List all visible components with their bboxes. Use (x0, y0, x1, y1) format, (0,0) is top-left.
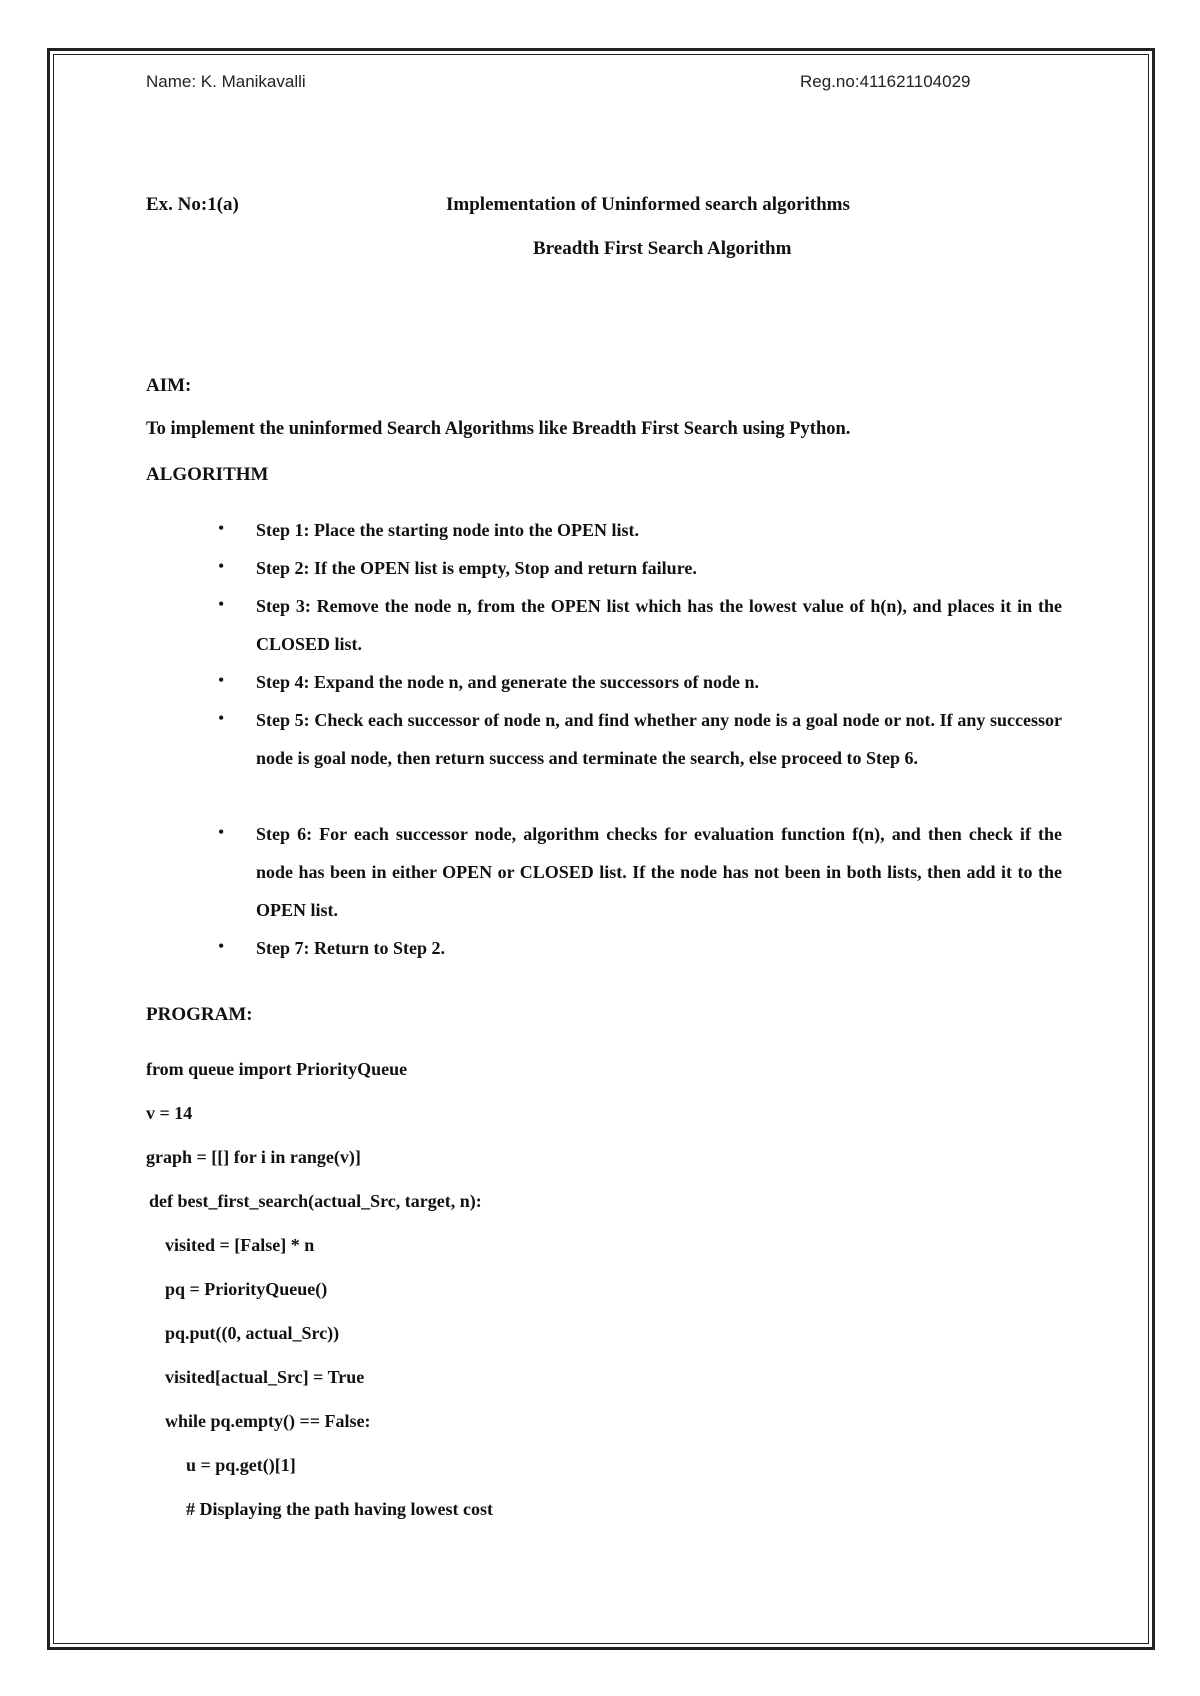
code-line: graph = [[] for i in range(v)] (146, 1147, 361, 1167)
algorithm-heading: ALGORITHM (146, 464, 269, 485)
code-line: visited = [False] * n (165, 1235, 315, 1255)
bullet-icon: • (218, 518, 225, 538)
algorithm-step-4: Step 4: Expand the node n, and generate the successors of node n. (256, 672, 760, 692)
bullet-icon: • (218, 556, 225, 576)
program-heading: PROGRAM: (146, 1004, 253, 1025)
code-line: while pq.empty() == False: (165, 1411, 371, 1431)
bullet-icon: • (218, 594, 225, 614)
algorithm-step-7: Step 7: Return to Step 2. (256, 938, 445, 958)
algorithm-step-5: Step 5: Check each successor of node n, and find whether any node is a goal node or not. If any successor node is goal node, then return success and terminate the search, else proceed to Step 6. (256, 710, 1062, 768)
register-number: Reg.no:411621104029 (800, 72, 971, 91)
bullet-icon: • (218, 822, 225, 842)
algorithm-step-3: Step 3: Remove the node n, from the OPEN list which has the lowest value of h(n), and places it in the CLOSED list. (256, 596, 1062, 654)
code-comment: # Displaying the path having lowest cost (186, 1499, 494, 1519)
bullet-icon: • (218, 708, 225, 728)
algorithm-step-1: Step 1: Place the starting node into the OPEN list. (256, 520, 639, 540)
aim-heading: AIM: (146, 375, 192, 396)
code-line: def best_first_search(actual_Src, target, n): (149, 1191, 482, 1211)
code-line: u = pq.get()[1] (186, 1455, 296, 1475)
exercise-number: Ex. No:1(a) (146, 194, 239, 215)
page-title: Implementation of Uninformed search algorithms (446, 194, 850, 215)
algorithm-step-2: Step 2: If the OPEN list is empty, Stop and return failure. (256, 558, 697, 578)
bullet-icon: • (218, 670, 225, 690)
page-subtitle: Breadth First Search Algorithm (533, 238, 792, 259)
code-line: v = 14 (146, 1103, 193, 1123)
bullet-icon: • (218, 936, 225, 956)
code-line: from queue import PriorityQueue (146, 1059, 408, 1079)
code-line: pq = PriorityQueue() (165, 1279, 328, 1299)
aim-text: To implement the uninformed Search Algorithms like Breadth First Search using Python. (146, 419, 851, 439)
student-name: Name: K. Manikavalli (146, 72, 306, 91)
code-line: pq.put((0, actual_Src)) (165, 1323, 340, 1343)
code-line: visited[actual_Src] = True (165, 1367, 365, 1387)
algorithm-step-6: Step 6: For each successor node, algorithm checks for evaluation function f(n), and then check if the node has been in either OPEN or CLOSED list. If the node has not been in both lists, then add it to the OPEN list. (256, 824, 1062, 920)
